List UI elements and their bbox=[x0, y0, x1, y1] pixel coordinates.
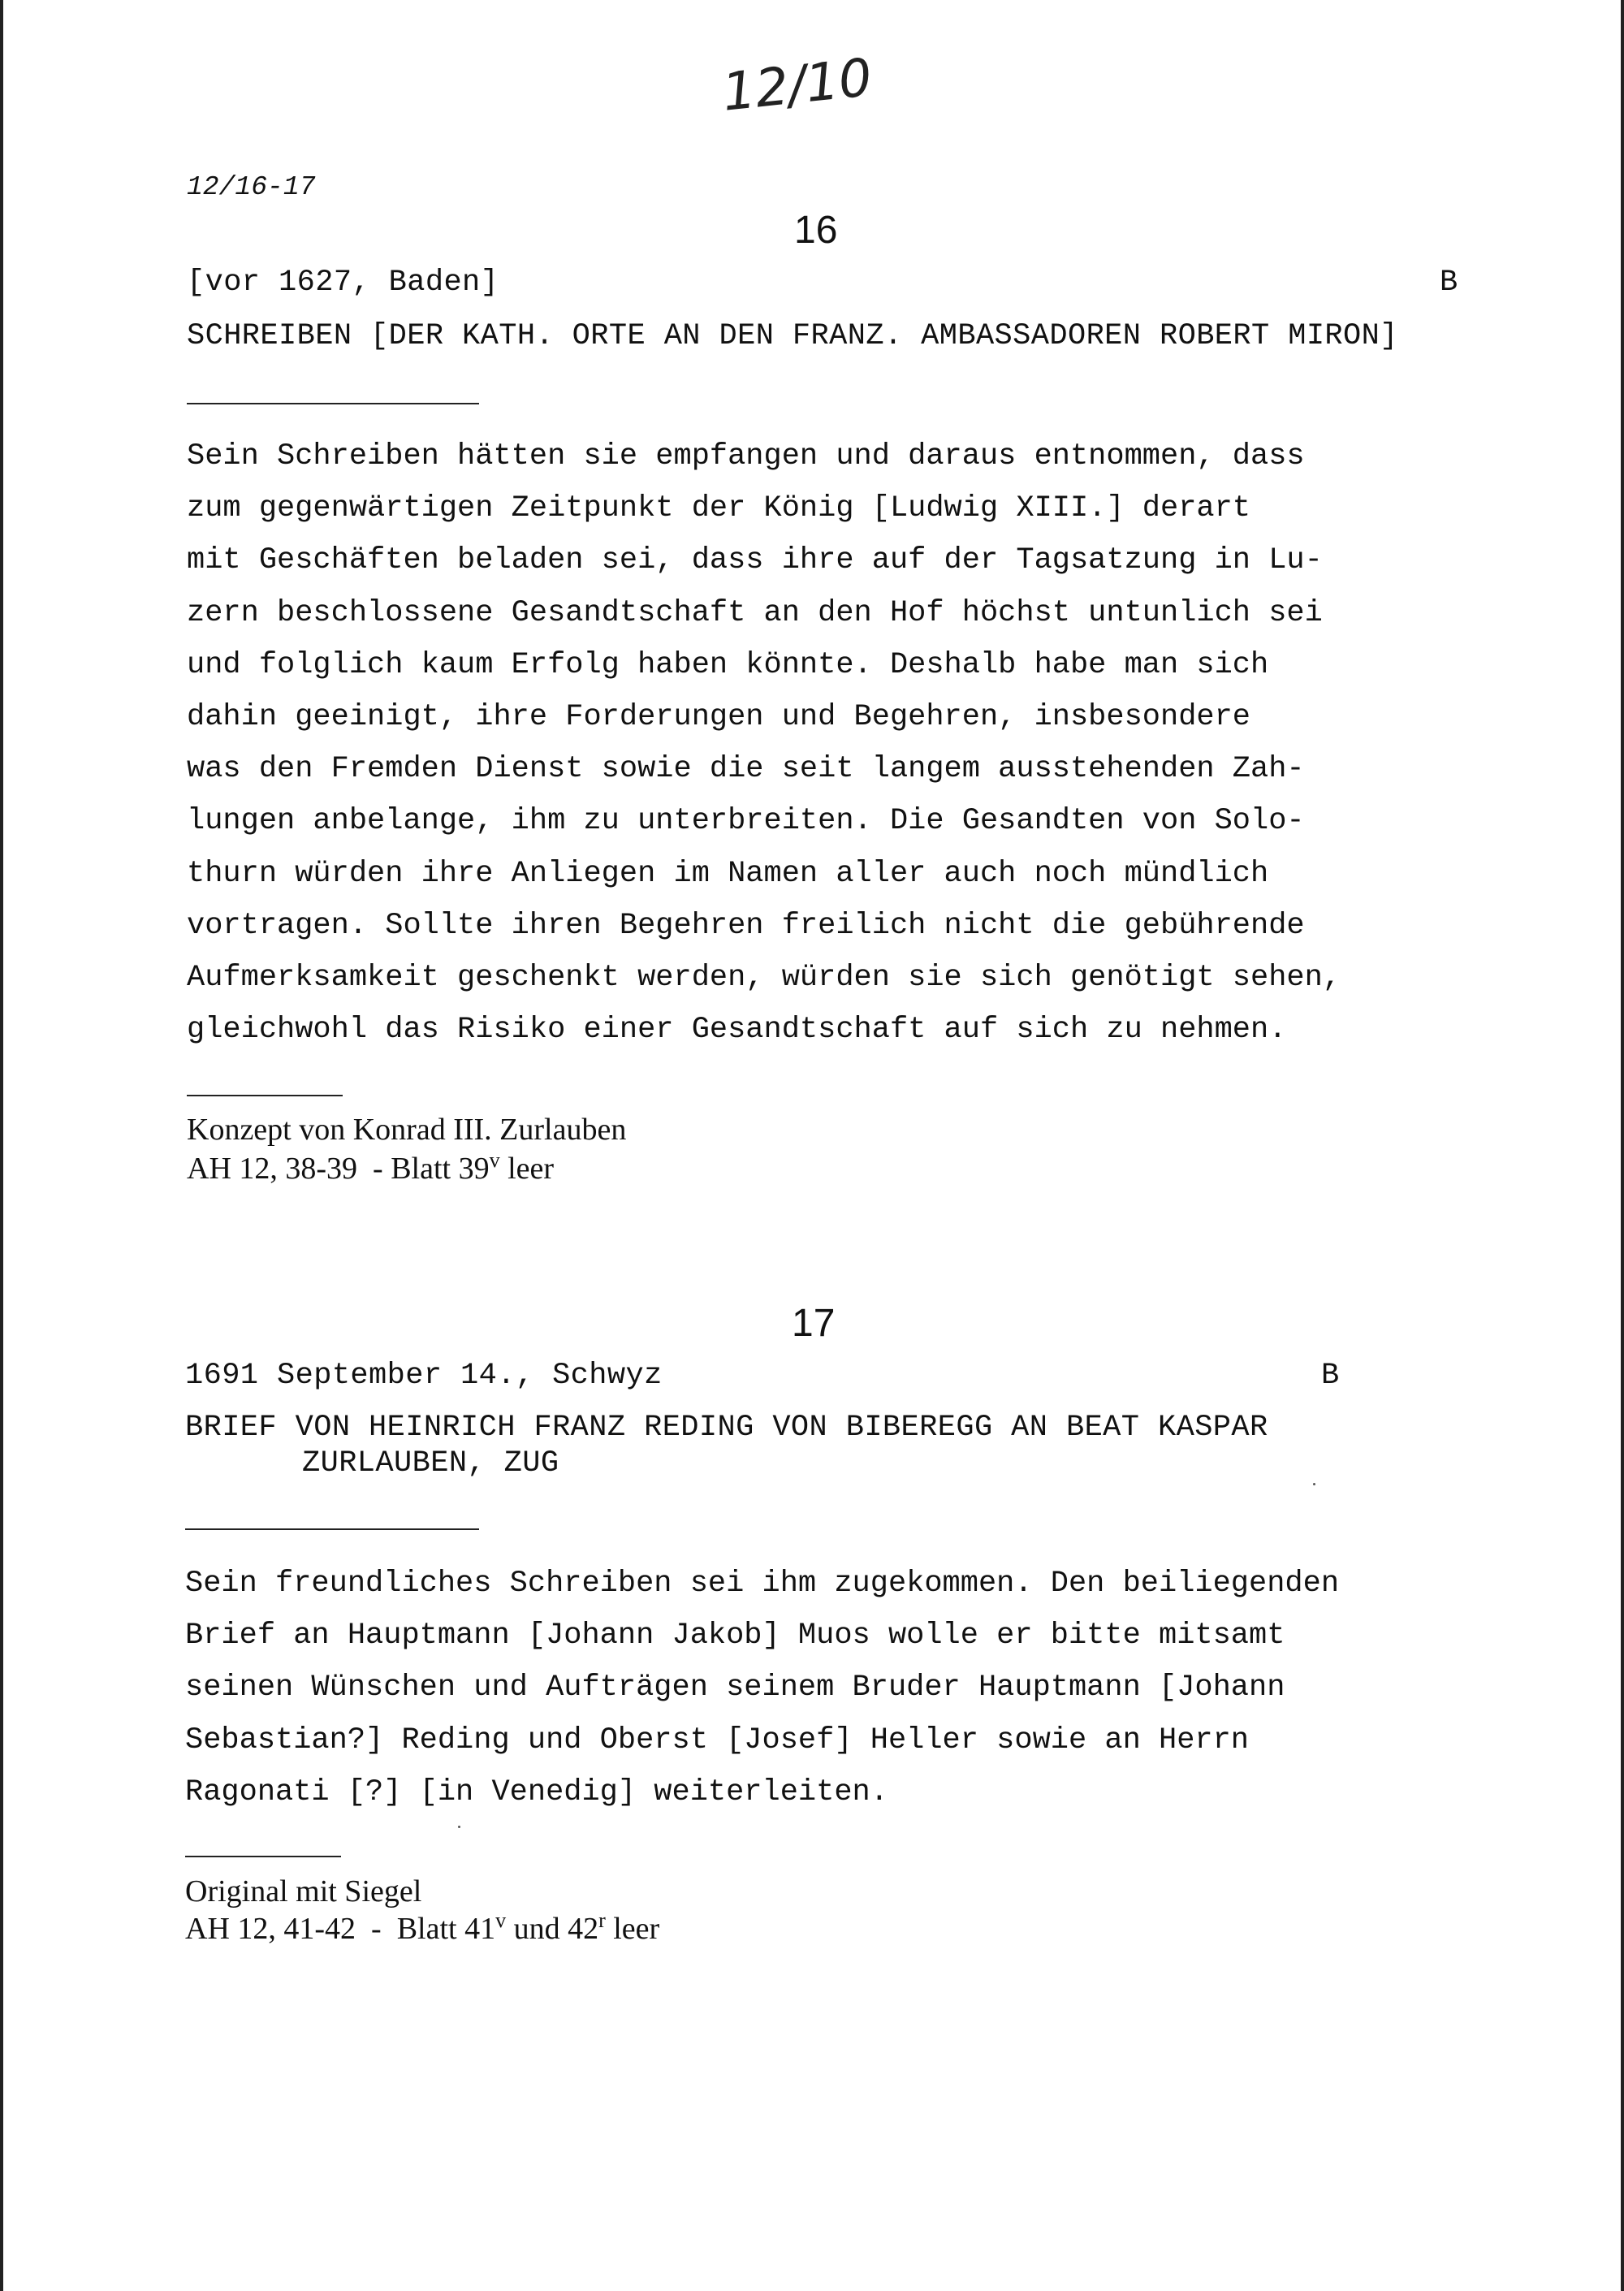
note-separator-rule bbox=[185, 1856, 341, 1857]
document-title-16: SCHREIBEN [DER KATH. ORTE AN DEN FRANZ. AMBASSADOREN ROBERT MIRON] bbox=[187, 319, 1398, 353]
folio-superscript: v bbox=[495, 1908, 507, 1932]
scan-speck bbox=[1313, 1483, 1315, 1485]
body-line: Ragonati [?] [in Venedig] weiterleiten. bbox=[185, 1774, 888, 1809]
body-line: gleichwohl das Risiko einer Gesandtschaft auf sich zu nehmen. bbox=[187, 1013, 1287, 1048]
body-line: Sein freundliches Schreiben sei ihm zugekommen. Den beiliegenden bbox=[185, 1567, 1340, 1601]
source-note-17-line1: Original mit Siegel bbox=[185, 1874, 422, 1908]
source-note-16-line1: Konzept von Konrad III. Zurlauben bbox=[187, 1113, 627, 1147]
body-line: zern beschlossene Gesandtschaft an den Hof höchst untunlich sei bbox=[187, 595, 1323, 630]
body-line: lungen anbelange, ihm zu unterbreiten. Die Gesandten von Solo- bbox=[187, 804, 1305, 839]
body-line: Sebastian?] Reding und Oberst [Josef] Heller sowie an Herrn bbox=[185, 1723, 1250, 1757]
document-title-17-line2: ZURLAUBEN, ZUG bbox=[302, 1446, 559, 1481]
note-text: AH 12, 41-42 - Blatt 41 bbox=[185, 1912, 496, 1946]
date-place-17: 1691 September 14., Schwyz bbox=[185, 1359, 663, 1393]
body-line: dahin geeinigt, ihre Forderungen und Begehren, insbesondere bbox=[187, 700, 1251, 735]
body-line: Aufmerksamkeit geschenkt werden, würden sie sich genötigt sehen, bbox=[187, 961, 1341, 996]
separator-rule bbox=[185, 1528, 479, 1530]
document-body-16 bbox=[187, 430, 1453, 1056]
document-number-17: 17 bbox=[792, 1302, 836, 1345]
scan-speck bbox=[458, 1826, 460, 1828]
document-number-16: 16 bbox=[794, 209, 838, 252]
note-text: leer bbox=[605, 1912, 660, 1946]
document-body-17 bbox=[185, 1558, 1452, 1818]
file-reference: 12/16-17 bbox=[187, 172, 316, 202]
source-note-17-line2 bbox=[185, 1910, 659, 1947]
folio-superscript: r bbox=[598, 1908, 606, 1932]
body-line: thurn würden ihre Anliegen im Namen aller auch noch mündlich bbox=[187, 856, 1269, 891]
separator-rule bbox=[187, 403, 479, 404]
note-separator-rule bbox=[187, 1095, 343, 1096]
body-line: Sein Schreiben hätten sie empfangen und daraus entnommen, dass bbox=[187, 439, 1305, 473]
scan-border-right bbox=[1621, 0, 1624, 2291]
body-line: mit Geschäften beladen sei, dass ihre auf der Tagsatzung in Lu- bbox=[187, 543, 1323, 578]
scan-border-left bbox=[0, 0, 3, 2291]
body-line: seinen Wünschen und Aufträgen seinem Bruder Hauptmann [Johann bbox=[185, 1671, 1285, 1705]
body-line: Brief an Hauptmann [Johann Jakob] Muos wolle er bitte mitsamt bbox=[185, 1619, 1285, 1653]
body-line: und folglich kaum Erfolg haben könnte. Deshalb habe man sich bbox=[187, 647, 1269, 682]
type-code-16: B bbox=[1440, 266, 1458, 300]
source-note-16-line2 bbox=[187, 1150, 554, 1187]
type-code-17: B bbox=[1321, 1359, 1340, 1393]
note-text: und 42 bbox=[506, 1912, 599, 1946]
body-line: zum gegenwärtigen Zeitpunkt der König [Ludwig XIII.] derart bbox=[187, 491, 1251, 526]
archive-mark: 12/10 bbox=[719, 47, 875, 123]
body-line: vortragen. Sollte ihren Begehren freilich nicht die gebührende bbox=[187, 908, 1305, 943]
folio-superscript: v bbox=[489, 1148, 500, 1172]
note-text: AH 12, 38-39 - Blatt 39 bbox=[187, 1152, 490, 1186]
note-text: leer bbox=[499, 1152, 555, 1186]
date-place-16: [vor 1627, Baden] bbox=[187, 266, 499, 300]
body-line: was den Fremden Dienst sowie die seit langem ausstehenden Zah- bbox=[187, 752, 1305, 787]
document-title-17-line1: BRIEF VON HEINRICH FRANZ REDING VON BIBEREGG AN BEAT KASPAR bbox=[185, 1411, 1268, 1445]
